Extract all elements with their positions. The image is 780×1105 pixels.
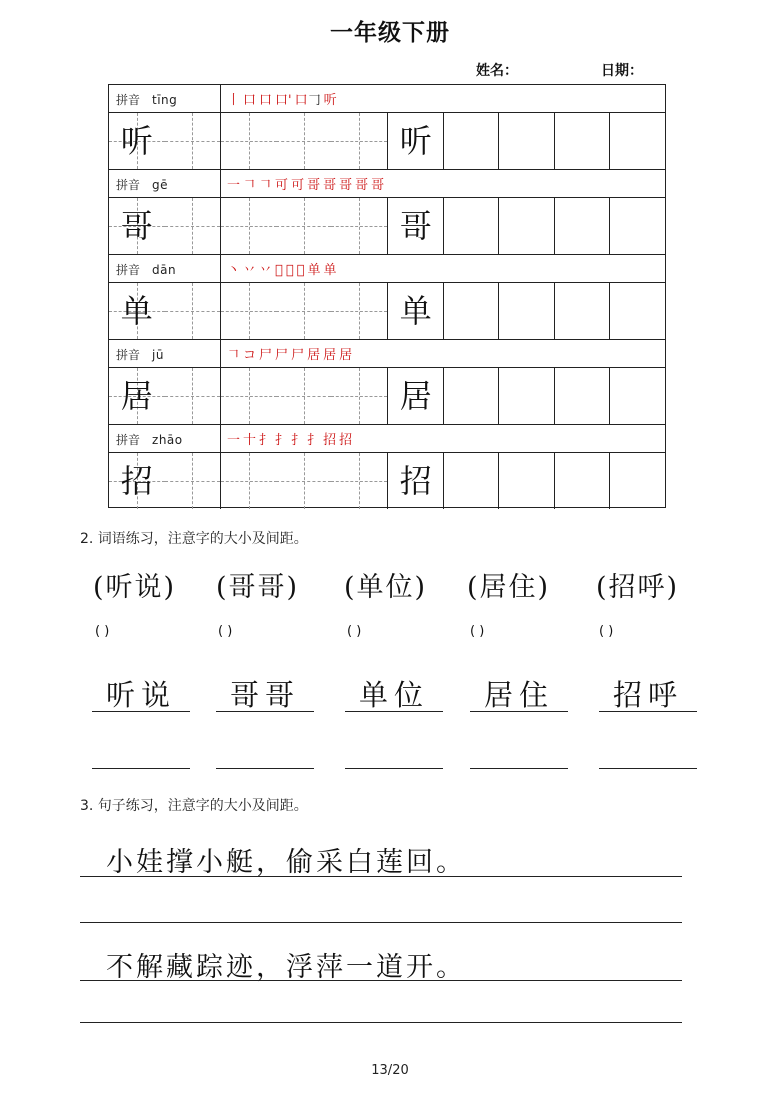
model-character-cell (387, 113, 444, 169)
guide-line (165, 226, 221, 227)
writing-cell[interactable] (331, 198, 387, 254)
writing-cell[interactable] (331, 283, 387, 339)
word-heading-3: (单位) (344, 572, 428, 603)
character-row (109, 198, 665, 255)
writing-cell[interactable] (609, 198, 666, 254)
pinyin-row (109, 85, 665, 113)
pinyin-label (116, 431, 183, 448)
pinyin-prefix: 拼音 (116, 263, 141, 277)
writing-cell[interactable] (554, 453, 611, 509)
stroke-step: 𫝀 (296, 263, 305, 278)
writing-cell[interactable] (609, 368, 666, 424)
pinyin-row (109, 340, 665, 368)
model-character-cell (109, 113, 165, 169)
writing-cell[interactable] (554, 368, 611, 424)
writing-cell[interactable] (443, 198, 500, 254)
stroke-step: 𫝀 (285, 263, 294, 278)
writing-cell[interactable] (554, 113, 611, 169)
writing-cell[interactable] (165, 453, 221, 509)
stroke-step: 可 (291, 178, 305, 193)
stroke-step: 哥 (323, 178, 337, 193)
stroke-step: 𠃍 (259, 178, 273, 193)
pinyin-separator (220, 255, 221, 282)
trace-word-2: 哥哥 (229, 678, 300, 712)
model-character-cell (387, 198, 444, 254)
stroke-step: 扌 (307, 433, 321, 448)
write-line[interactable] (80, 922, 682, 923)
pinyin-separator (220, 85, 221, 112)
trace-underline (470, 711, 568, 712)
stroke-step: 居 (307, 348, 321, 363)
writing-cell[interactable] (609, 283, 666, 339)
stroke-step: 哥 (355, 178, 369, 193)
writing-cell[interactable] (443, 453, 500, 509)
model-character: 单 (120, 292, 153, 330)
stroke-step: 居 (323, 348, 337, 363)
word-heading-5: (招呼) (596, 572, 680, 603)
stroke-step: 可 (275, 178, 289, 193)
model-character-cell (109, 368, 165, 424)
guide-line (221, 311, 277, 312)
guide-line (331, 226, 387, 227)
stroke-step: 扌 (259, 433, 273, 448)
pinyin-row (109, 170, 665, 198)
sentence-line (80, 980, 682, 981)
model-character: 哥 (399, 207, 432, 245)
guide-line (221, 481, 277, 482)
model-character-cell (109, 283, 165, 339)
stroke-step: 扌 (291, 433, 305, 448)
stroke-step: 丷 (243, 263, 257, 278)
pinyin-text: zhāo (152, 433, 183, 447)
stroke-step: 尸 (291, 348, 305, 363)
stroke-order (227, 344, 355, 363)
write-line[interactable] (80, 1022, 682, 1023)
pinyin-paren-5[interactable]: ( ) (599, 624, 614, 639)
stroke-step: コ (243, 348, 257, 363)
page-number: 13/20 (371, 1063, 409, 1078)
writing-cell[interactable] (498, 113, 555, 169)
model-character-cell (109, 198, 165, 254)
stroke-step: 哥 (339, 178, 353, 193)
trace-word-5: 招呼 (612, 678, 683, 712)
pinyin-separator (220, 170, 221, 197)
guide-line (165, 141, 221, 142)
writing-cell[interactable] (165, 368, 221, 424)
pinyin-row (109, 255, 665, 283)
writing-cell[interactable] (220, 368, 277, 424)
guide-line (276, 481, 332, 482)
guide-line (165, 311, 221, 312)
guide-line (276, 226, 332, 227)
stroke-order (227, 89, 340, 108)
pinyin-label (116, 91, 177, 108)
section2-label: 2. 词语练习，注意字的大小及间距。 (80, 531, 308, 547)
pinyin-label (116, 346, 164, 363)
write-line[interactable] (216, 768, 314, 769)
pinyin-text: dān (152, 263, 177, 277)
writing-cell[interactable] (498, 453, 555, 509)
stroke-step: 口 (243, 93, 257, 108)
pinyin-prefix: 拼音 (116, 93, 141, 107)
stroke-step: 口' (275, 93, 292, 108)
stroke-step: 单 (307, 263, 321, 278)
pinyin-paren-4[interactable]: ( ) (470, 624, 485, 639)
writing-cell[interactable] (443, 113, 500, 169)
trace-word-3: 单位 (358, 678, 429, 712)
guide-line (165, 396, 221, 397)
character-row (109, 283, 665, 340)
guide-line (221, 396, 277, 397)
model-character: 听 (120, 122, 153, 160)
date-label: 日期： (601, 63, 643, 79)
writing-cell[interactable] (276, 283, 332, 339)
stroke-step: 一 (227, 433, 241, 448)
model-character: 听 (399, 122, 432, 160)
writing-cell[interactable] (276, 113, 332, 169)
trace-underline (345, 711, 443, 712)
guide-line (221, 226, 277, 227)
writing-cell[interactable] (498, 283, 555, 339)
write-line[interactable] (470, 768, 568, 769)
stroke-order (227, 174, 387, 193)
writing-cell[interactable] (165, 113, 221, 169)
guide-line (331, 141, 387, 142)
model-character: 招 (120, 462, 153, 500)
write-line[interactable] (92, 768, 190, 769)
practice-grid (108, 84, 666, 508)
trace-word-4: 居住 (483, 678, 554, 712)
stroke-order (227, 429, 355, 448)
sentence-2: 不解藏踪迹，浮萍一道开。 (106, 952, 466, 983)
model-character: 单 (399, 292, 432, 330)
writing-cell[interactable] (498, 368, 555, 424)
guide-line (276, 311, 332, 312)
write-line[interactable] (599, 768, 697, 769)
writing-cell[interactable] (554, 283, 611, 339)
model-character-cell (387, 368, 444, 424)
stroke-step: 𠃍 (243, 178, 257, 193)
guide-line (221, 141, 277, 142)
stroke-step: 听 (323, 93, 337, 108)
pinyin-label (116, 261, 176, 278)
pinyin-paren-1[interactable]: ( ) (95, 624, 110, 639)
stroke-step: 𠃍 (227, 348, 241, 363)
sentence-1: 小娃撑小艇，偷采白莲回。 (106, 847, 466, 878)
writing-cell[interactable] (498, 198, 555, 254)
pinyin-prefix: 拼音 (116, 433, 141, 447)
guide-line (165, 481, 221, 482)
word-heading-4: (居住) (467, 572, 551, 603)
stroke-step: 招 (339, 433, 353, 448)
stroke-step: 十 (243, 433, 257, 448)
stroke-step: 丨 (227, 93, 241, 108)
writing-cell[interactable] (276, 453, 332, 509)
pinyin-text: jū (152, 348, 164, 362)
trace-underline (216, 711, 314, 712)
writing-cell[interactable] (220, 453, 277, 509)
writing-cell[interactable] (220, 198, 277, 254)
writing-cell[interactable] (165, 198, 221, 254)
writing-cell[interactable] (220, 283, 277, 339)
pinyin-row (109, 425, 665, 453)
writing-cell[interactable] (331, 368, 387, 424)
writing-cell[interactable] (443, 368, 500, 424)
writing-cell[interactable] (165, 283, 221, 339)
pinyin-paren-3[interactable]: ( ) (347, 624, 362, 639)
writing-cell[interactable] (331, 113, 387, 169)
character-row (109, 453, 665, 510)
write-line[interactable] (345, 768, 443, 769)
pinyin-separator (220, 340, 221, 367)
model-character: 居 (120, 377, 153, 415)
stroke-step: 口𠃌 (294, 93, 321, 108)
stroke-step: 丶 (227, 263, 241, 278)
word-heading-1: (听说) (93, 572, 177, 603)
stroke-step: 招 (323, 433, 337, 448)
writing-cell[interactable] (443, 283, 500, 339)
page-title: 一年级下册 (330, 20, 450, 46)
pinyin-separator (220, 425, 221, 452)
stroke-step: 哥 (371, 178, 385, 193)
model-character-cell (109, 453, 165, 509)
writing-cell[interactable] (609, 453, 666, 509)
model-character: 哥 (120, 207, 153, 245)
word-heading-2: (哥哥) (216, 572, 300, 603)
guide-line (276, 396, 332, 397)
pinyin-paren-2[interactable]: ( ) (218, 624, 233, 639)
guide-line (331, 311, 387, 312)
section3-label: 3. 句子练习，注意字的大小及间距。 (80, 798, 308, 814)
stroke-step: 口 (259, 93, 273, 108)
model-character: 居 (399, 377, 432, 415)
writing-cell[interactable] (331, 453, 387, 509)
model-character-cell (387, 453, 444, 509)
stroke-order (227, 259, 340, 278)
writing-cell[interactable] (609, 113, 666, 169)
pinyin-label (116, 176, 168, 193)
stroke-step: 哥 (307, 178, 321, 193)
sentence-line (80, 876, 682, 877)
writing-cell[interactable] (220, 113, 277, 169)
name-label: 姓名： (476, 63, 518, 79)
stroke-step: 𫝀 (275, 263, 283, 278)
stroke-step: 尸 (259, 348, 273, 363)
stroke-step: 丷 (259, 263, 273, 278)
stroke-step: 单 (323, 263, 337, 278)
stroke-step: 尸 (275, 348, 289, 363)
pinyin-text: tīng (152, 93, 178, 107)
trace-underline (92, 711, 190, 712)
pinyin-prefix: 拼音 (116, 178, 141, 192)
writing-cell[interactable] (276, 198, 332, 254)
stroke-step: 居 (339, 348, 353, 363)
writing-cell[interactable] (276, 368, 332, 424)
trace-underline (599, 711, 697, 712)
stroke-step: 一 (227, 178, 241, 193)
pinyin-prefix: 拼音 (116, 348, 141, 362)
pinyin-text: gē (152, 178, 169, 192)
guide-line (331, 481, 387, 482)
writing-cell[interactable] (554, 198, 611, 254)
guide-line (276, 141, 332, 142)
trace-word-1: 听说 (105, 678, 176, 712)
character-row (109, 368, 665, 425)
stroke-step: 扌 (275, 433, 289, 448)
model-character-cell (387, 283, 444, 339)
guide-line (331, 396, 387, 397)
model-character: 招 (399, 462, 432, 500)
character-row (109, 113, 665, 170)
